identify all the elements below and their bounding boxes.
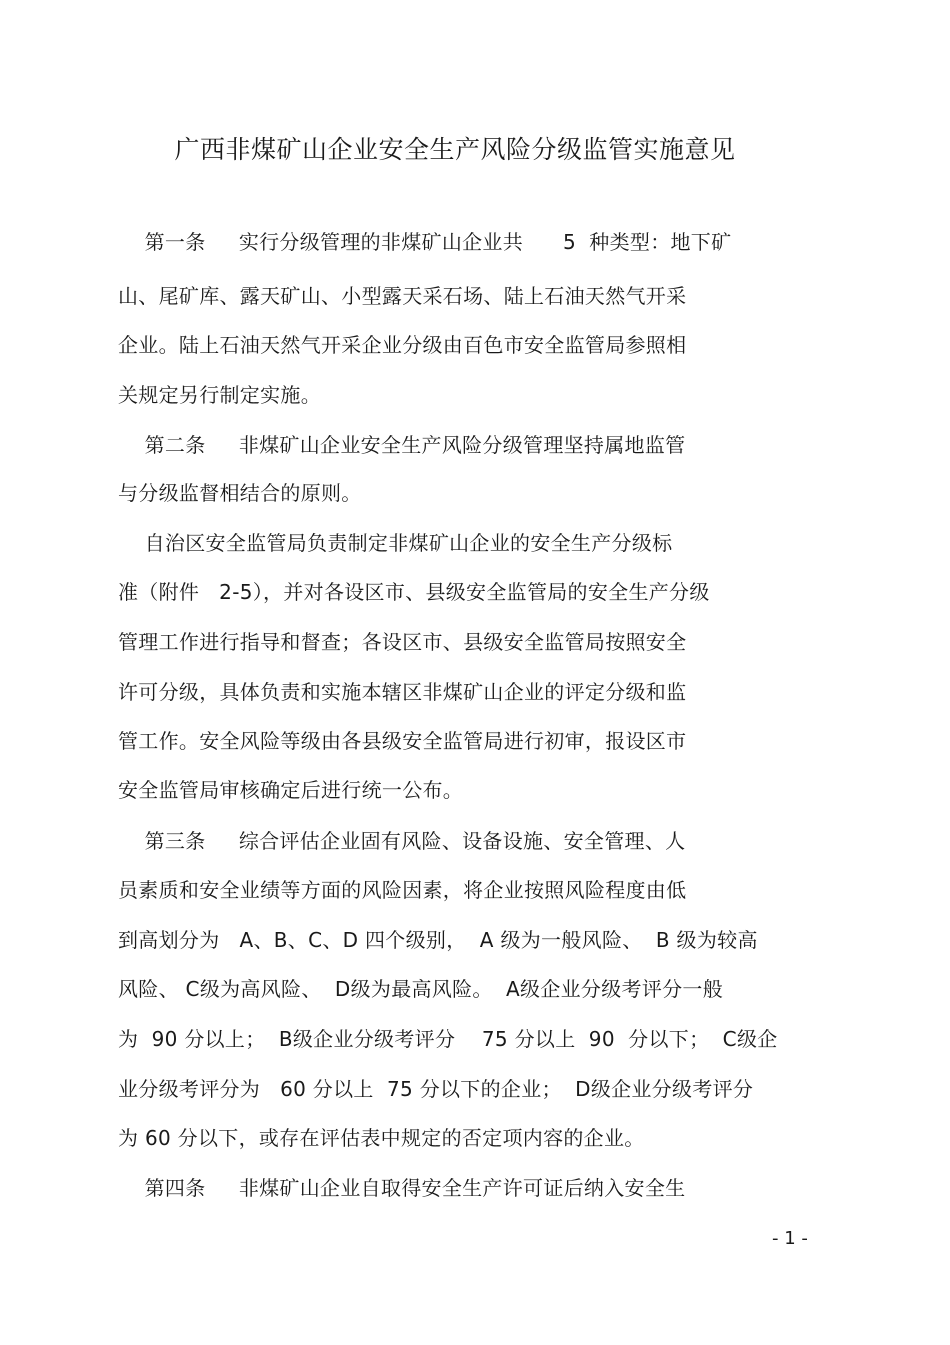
text-line: 第四条 非煤矿山企业自取得安全生产许可证后纳入安全生: [118, 1176, 686, 1200]
text-line: 风险、 C级为高风险、 D级为最高风险。 A级企业分级考评分一般: [118, 977, 724, 1001]
document-title: 广西非煤矿山企业安全生产风险分级监管实施意见: [174, 135, 736, 164]
page-number: - 1 -: [772, 1228, 808, 1249]
text-line: 关规定另行制定实施。: [118, 383, 321, 407]
text-line: 第一条 实行分级管理的非煤矿山企业共 5 种类型：地下矿: [118, 230, 732, 254]
text-line: 管工作。安全风险等级由各县级安全监管局进行初审，报设区市: [118, 729, 687, 753]
text-line: 员素质和安全业绩等方面的风险因素，将企业按照风险程度由低: [118, 878, 687, 902]
text-line: 与分级监督相结合的原则。: [118, 481, 362, 505]
text-line: 自治区安全监管局负责制定非煤矿山企业的安全生产分级标: [118, 531, 673, 555]
text-line: 第三条 综合评估企业固有风险、设备设施、安全管理、人: [118, 829, 686, 853]
text-line: 准（附件 2-5），并对各设区市、县级安全监管局的安全生产分级: [118, 580, 710, 604]
text-line: 为 60 分以下，或存在评估表中规定的否定项内容的企业。: [118, 1126, 645, 1150]
text-line: 管理工作进行指导和督查；各设区市、县级安全监管局按照安全: [118, 630, 687, 654]
text-line: 为 90 分以上； B级企业分级考评分 75 分以上 90 分以下； C级企: [118, 1027, 778, 1051]
text-line: 业分级考评分为 60 分以上 75 分以下的企业； D级企业分级考评分: [118, 1077, 754, 1101]
text-line: 山、尾矿库、露天矿山、小型露天采石场、陆上石油天然气开采: [118, 284, 687, 308]
text-line: 许可分级，具体负责和实施本辖区非煤矿山企业的评定分级和监: [118, 680, 687, 704]
text-line: 安全监管局审核确定后进行统一公布。: [118, 778, 464, 802]
text-line: 第二条 非煤矿山企业安全生产风险分级管理坚持属地监管: [118, 433, 686, 457]
text-line: 到高划分为 A、B、C、D 四个级别， A 级为一般风险、 B 级为较高: [118, 928, 758, 952]
text-line: 企业。陆上石油天然气开采企业分级由百色市安全监管局参照相: [118, 333, 687, 357]
